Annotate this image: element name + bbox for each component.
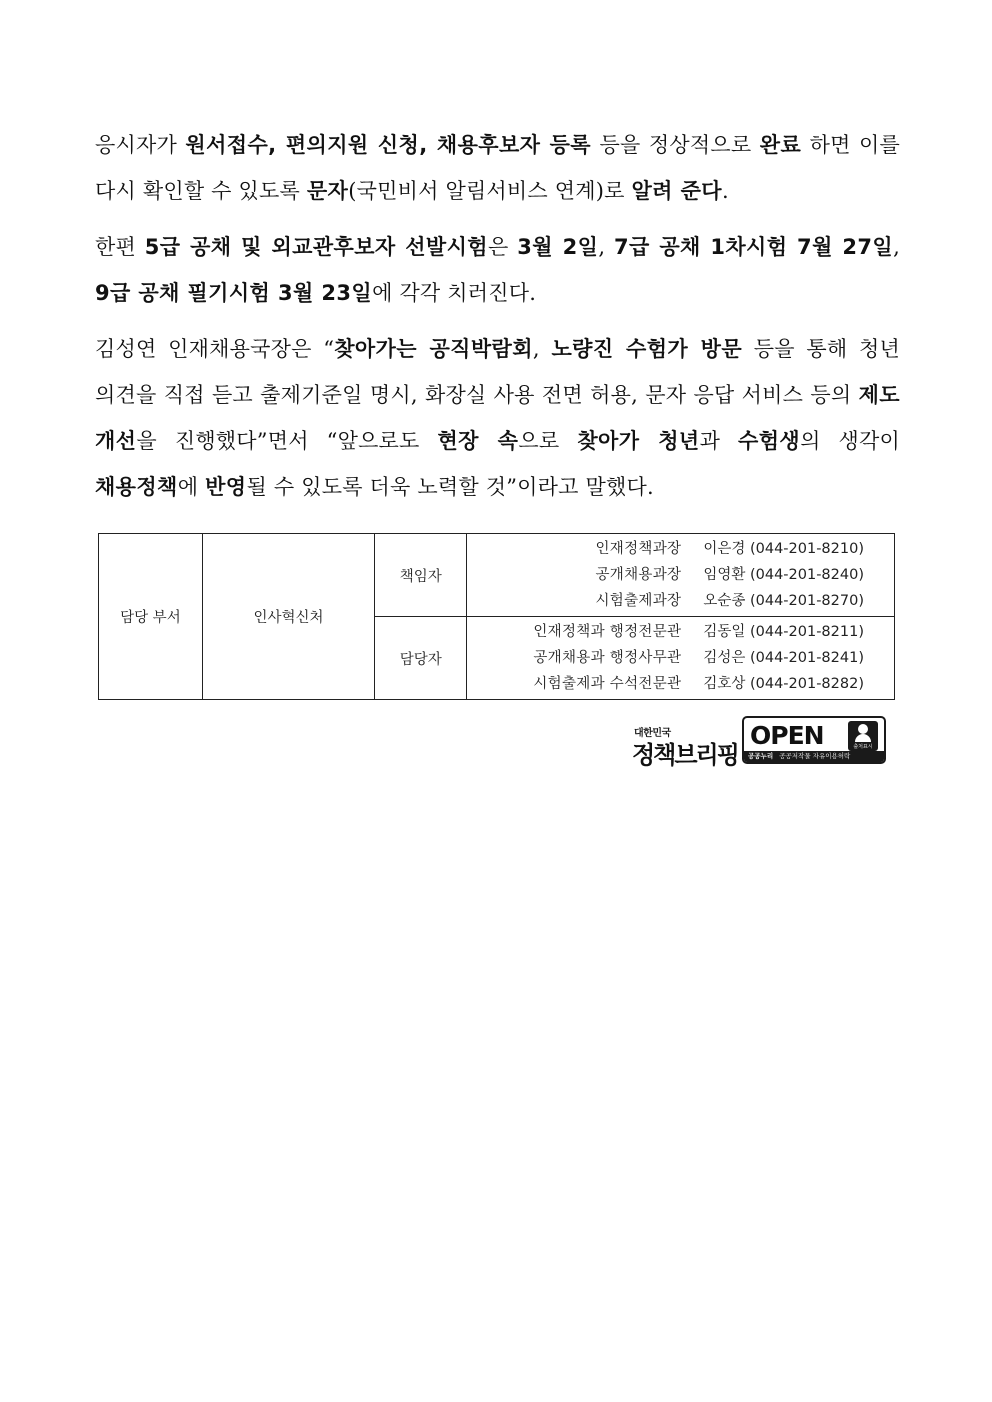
text-run: 등을 정상적으로 xyxy=(591,133,760,157)
text-run: 하면 이를 다시 확인할 수 있도록 xyxy=(95,133,901,203)
text-run: 응시자가 xyxy=(95,133,186,157)
paragraph-2 xyxy=(95,224,900,316)
text-run: 에 각각 치러진다. xyxy=(372,281,537,305)
bold-text-run: 완료 xyxy=(759,133,802,157)
person-row xyxy=(473,562,864,588)
text-run: 김성연 인재채용국장은 “ xyxy=(95,337,335,361)
person-row xyxy=(473,671,864,697)
bold-text-run: 찾아가 청년 xyxy=(577,429,700,453)
person-name-phone: 오순종 (044-201-8270) xyxy=(703,593,864,609)
briefing-logo-small-text: 대한민국 xyxy=(634,728,671,739)
text-run: 을 진행했다”면서 “앞으로도 xyxy=(136,429,438,453)
bold-text-run: 7급 공채 1차시험 7월 27일 xyxy=(614,235,894,259)
contact-table xyxy=(98,533,895,700)
group-label-staff: 담당자 xyxy=(375,617,467,700)
bold-text-run: 제도 개선 xyxy=(95,383,900,453)
text-run: 과 xyxy=(699,429,739,453)
text-run: , xyxy=(532,337,552,361)
people-list-responsible xyxy=(467,534,895,617)
bold-text-run: 원서접수, 편의지원 신청, 채용후보자 등록 xyxy=(185,133,591,157)
person-role: 인재정책과장 xyxy=(595,541,682,557)
text-run: 될 수 있도록 더욱 노력할 것”이라고 말했다. xyxy=(246,475,654,499)
text-run: 등을 통해 청년 의견을 직접 듣고 출제기준일 명시, 화장실 사용 전면 허용, 문자 응답 서비스 등의 xyxy=(95,337,900,407)
text-run: 으로 xyxy=(518,429,578,453)
group-label-responsible: 책임자 xyxy=(375,534,467,617)
person-row xyxy=(473,619,864,645)
attribution-tag: 출처표시 xyxy=(853,744,873,750)
text-run: 한편 xyxy=(95,235,145,259)
person-role: 인재정책과 행정전문관 xyxy=(533,624,682,640)
person-row xyxy=(473,536,864,562)
person-role: 시험출제과 수석전문관 xyxy=(533,676,682,692)
bold-text-run: 현장 속 xyxy=(437,429,519,453)
person-role: 공개채용과 행정사무관 xyxy=(533,650,682,666)
person-role: 시험출제과장 xyxy=(595,593,682,609)
dept-label-cell: 담당 부서 xyxy=(99,534,203,700)
bold-text-run: 3월 2일 xyxy=(517,235,599,259)
attribution-person-icon xyxy=(848,721,878,751)
text-run: , xyxy=(893,235,900,259)
open-logo-text: OPEN xyxy=(750,721,824,750)
person-name-phone: 김호상 (044-201-8282) xyxy=(703,676,864,692)
paragraph-1 xyxy=(95,122,900,214)
bold-text-run: 5급 공채 및 외교관후보자 선발시험 xyxy=(144,235,488,259)
bold-text-run: 9급 공채 필기시험 3월 23일 xyxy=(95,281,373,305)
text-run: (국민비서 알림서비스 연계)로 xyxy=(348,179,632,203)
text-run: 에 xyxy=(177,475,206,499)
people-list-staff xyxy=(467,617,895,700)
bold-text-run: 알려 준다 xyxy=(631,179,722,203)
policy-briefing-logo xyxy=(632,724,738,769)
person-name-phone: 김동일 (044-201-8211) xyxy=(703,624,864,640)
text-run: , xyxy=(598,235,614,259)
person-row xyxy=(473,645,864,671)
person-name-phone: 김성은 (044-201-8241) xyxy=(703,650,864,666)
person-name-phone: 이은경 (044-201-8210) xyxy=(703,541,864,557)
bold-text-run: 문자 xyxy=(306,179,349,203)
bold-text-run: 노량진 수험가 방문 xyxy=(551,337,743,361)
kogl-license-text: 공공저작물 자유이용허락 xyxy=(779,752,851,760)
bold-text-run: 채용정책 xyxy=(95,475,178,499)
kogl-open-badge xyxy=(742,716,886,764)
kogl-license-bar xyxy=(744,751,884,762)
text-run: 의 생각이 xyxy=(800,429,900,453)
person-name-phone: 임영환 (044-201-8240) xyxy=(703,567,864,583)
text-run: . xyxy=(721,179,729,203)
text-run: 은 xyxy=(487,235,518,259)
bold-text-run: 찾아가는 공직박람회 xyxy=(334,337,533,361)
bold-text-run: 수험생 xyxy=(738,429,801,453)
dept-name-cell: 인사혁신처 xyxy=(202,534,375,700)
person-role: 공개채용과장 xyxy=(595,567,682,583)
person-row xyxy=(473,588,864,614)
bold-text-run: 반영 xyxy=(205,475,247,499)
briefing-logo-text: 정책브리핑 xyxy=(632,741,738,769)
kogl-name: 공공누리 xyxy=(748,752,774,760)
paragraph-3 xyxy=(95,326,900,510)
